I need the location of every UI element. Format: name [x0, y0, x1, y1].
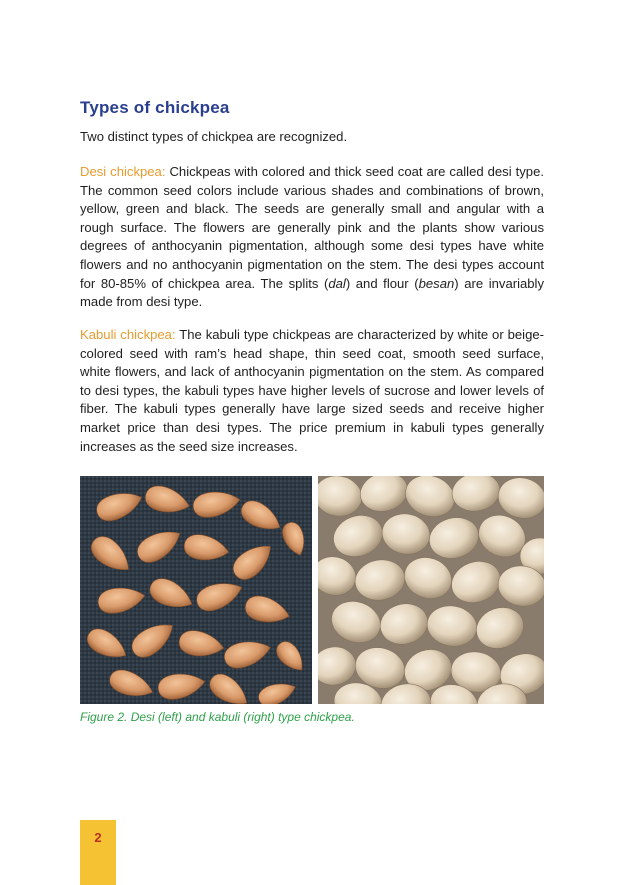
besan-term: besan	[418, 275, 455, 291]
desi-paragraph	[80, 163, 544, 312]
desi-text-between: ) and flour (	[345, 275, 419, 291]
intro-paragraph: Two distinct types of chickpea are recognized.	[80, 129, 348, 144]
page-number: 2	[94, 830, 102, 845]
desi-text-after: ) are invariably made from desi type.	[80, 275, 545, 310]
kabuli-term: Kabuli chickpea:	[80, 327, 176, 342]
desi-chickpea-image	[80, 476, 312, 704]
kabuli-chickpea-photo	[318, 476, 544, 704]
section-title: Types of chickpea	[80, 98, 230, 117]
desi-chickpea-photo	[80, 476, 312, 704]
kabuli-chickpea-image	[318, 476, 544, 704]
page-tab	[80, 820, 116, 885]
kabuli-paragraph	[80, 326, 544, 456]
desi-term: Desi chickpea:	[80, 164, 166, 179]
dal-term: dal	[328, 275, 346, 291]
figure	[80, 476, 544, 704]
desi-text: Chickpeas with colored and thick seed coat are called desi type. The common seed colors include various shades and combinations of brown, yellow, green and black. The seeds are generally small and angular with a rough surface. The flowers are generally pink and the plants show various degrees of anthocyanin pigmentation, although some desi types have white flowers and no anthocyanin pigmentation on the stem. The desi types account for 80-85% of chickpea area. The splits (	[80, 164, 544, 291]
figure-caption: Figure 2. Desi (left) and kabuli (right) type chickpea.	[80, 710, 355, 724]
kabuli-text: The kabuli type chickpeas are characterized by white or beige-colored seed with ram’s head shape, thin seed coat, smooth seed surface, white flowers, and lack of anthocyanin pigmentation on the stem. As compared to desi types, the kabuli types have higher levels of sucrose and lower levels of fiber. The kabuli types generally have large sized seeds and receive higher market price than desi types. The price premium in kabuli types generally increases as the seed size increases.	[80, 327, 544, 454]
